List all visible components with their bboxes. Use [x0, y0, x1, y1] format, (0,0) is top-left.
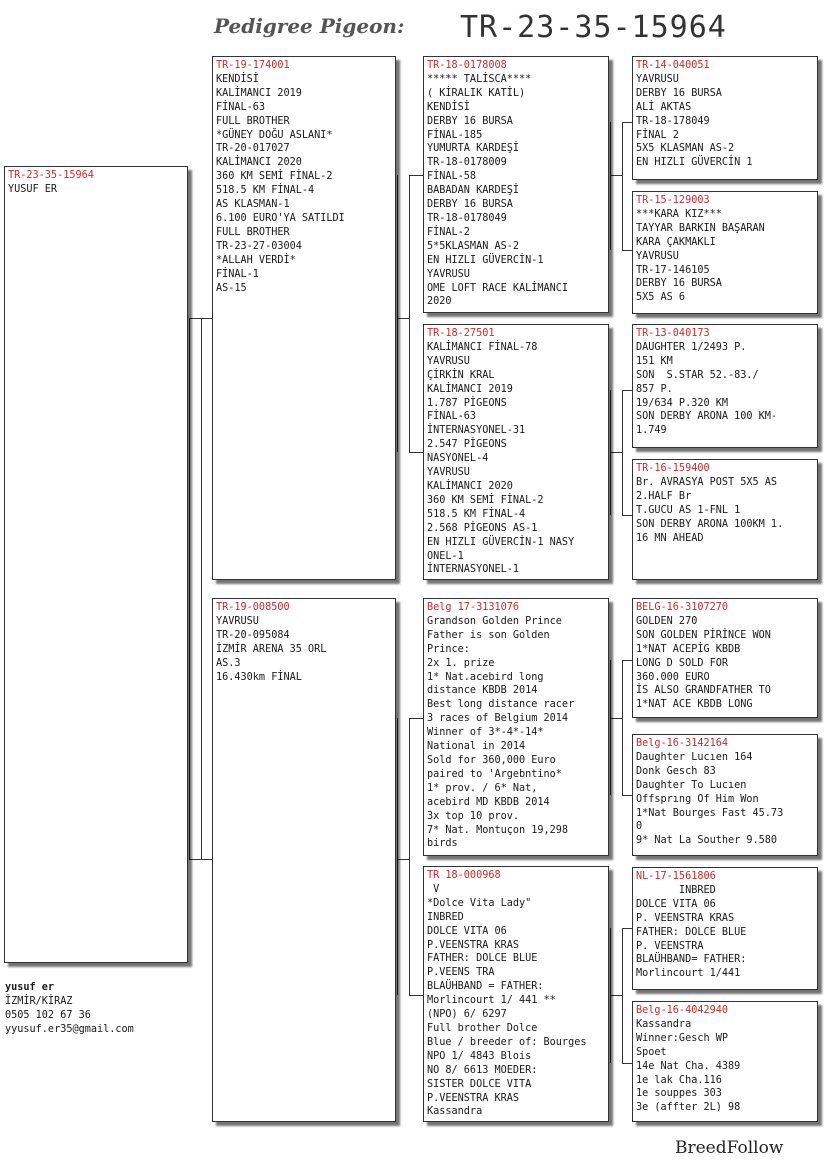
note-line: 518.5 KM FİNAL-4	[427, 508, 526, 520]
note-line: SON S.STAR 52.-83./	[636, 369, 759, 381]
note-line: 6.100 EURO'YA SATILDI	[216, 212, 345, 224]
note-line: Kassandra	[636, 1018, 692, 1030]
note-line: 5X5 AS 6	[636, 292, 686, 304]
note-line: 2x 1. prize	[427, 657, 495, 669]
note-line: 1*Nat Bourges Fast 45.73	[636, 807, 784, 819]
note-line: FULL BROTHER	[216, 115, 290, 127]
note-line: Spoet	[636, 1046, 667, 1058]
note-line: NASYONEL-4	[427, 453, 489, 465]
note-line: YAVRUSU	[636, 250, 679, 262]
note-line: AS-15	[216, 282, 247, 294]
note-line: 1e lak Cha.116	[636, 1074, 722, 1086]
note-line: FİNAL 2	[636, 129, 679, 141]
note-line: SISTER DOLCE VITA	[427, 1078, 532, 1090]
note-line: 360 KM SEMİ FİNAL-2	[216, 171, 333, 183]
note-line: 151 KM	[636, 355, 673, 367]
dam-card[interactable]	[212, 598, 396, 1122]
pigeon-notes	[636, 73, 814, 170]
note-line: TAYYAR BARKIN BAŞARAN	[636, 222, 765, 234]
note-line: YUSUF ER	[8, 183, 58, 195]
note-line: *Dolce Vita Lady"	[427, 897, 532, 909]
note-line: Morlincourt 1/441	[636, 968, 741, 980]
note-line: GOLDEN 270	[636, 615, 698, 627]
ring-number: BELG-16-3107270	[636, 602, 729, 613]
note-line: 360 KM SEMİ FİNAL-2	[427, 494, 544, 506]
connector	[409, 718, 423, 719]
pigeon-notes	[216, 615, 392, 685]
pigeon-notes	[636, 615, 814, 712]
pigeon-notes	[427, 73, 605, 309]
pigeon-notes	[636, 751, 814, 848]
connector	[610, 175, 622, 176]
note-line: AS KLASMAN-1	[216, 199, 290, 211]
note-line: DERBY 16 BURSA	[427, 115, 513, 127]
note-line: BABADAN KARDEŞİ	[427, 185, 520, 197]
note-line: OME LOFT RACE KALİMANCI	[427, 282, 569, 294]
pigeon-notes	[427, 341, 605, 577]
breeder-email[interactable]: yyusuf.er35@gmail.com	[5, 1023, 134, 1035]
note-line: ( KİRALIK KATİL)	[427, 87, 526, 99]
note-line: DAUGHTER 1/2493 P.	[636, 341, 747, 353]
connector	[622, 660, 623, 795]
note-line: Grandson Golden Prince	[427, 615, 562, 627]
note-line: BLAÜHBAND = FATHER:	[427, 981, 544, 993]
note-line: 1* prov. / 6* Nat,	[427, 782, 538, 794]
ring-number: Belg 17-3131076	[427, 602, 520, 613]
note-line: DERBY 16 BURSA	[636, 278, 722, 290]
connector	[622, 122, 632, 123]
note-line: İNTERNASYONEL-1	[427, 564, 520, 576]
note-line: BLAÜHBAND= FATHER:	[636, 954, 747, 966]
note-line: Daughter To Lucıen	[636, 779, 747, 791]
note-line: P. VEENSTRA	[636, 940, 704, 952]
note-line: ***KARA KIZ***	[636, 208, 722, 220]
connector	[610, 660, 611, 795]
connector	[622, 795, 632, 796]
note-line: FİNAL-58	[427, 171, 477, 183]
note-line: 2.HALF Br	[636, 490, 692, 502]
connector	[397, 718, 398, 995]
connector	[201, 318, 202, 859]
dam-sire-sire-card[interactable]	[632, 598, 818, 718]
connector	[610, 718, 622, 719]
pigeon-notes	[636, 341, 814, 438]
note-line: Best long distance racer	[427, 699, 575, 711]
note-line: YAVRUSU	[427, 467, 470, 479]
ring-number: TR-19-174001	[216, 60, 290, 71]
subject-card[interactable]	[4, 166, 188, 963]
note-line: TR-17-146105	[636, 264, 710, 276]
breeder-city: İZMİR/KİRAZ	[5, 995, 73, 1007]
ring-number: NL-17-1561806	[636, 871, 716, 882]
note-line: DERBY 16 BURSA	[427, 199, 513, 211]
note-line: 14e Nat Cha. 4389	[636, 1060, 741, 1072]
note-line: DOLCE VITA 06	[636, 898, 716, 910]
note-line: 2.568 PİGEONS AS-1	[427, 522, 538, 534]
connector	[622, 660, 632, 661]
ring-number: Belg-16-4042940	[636, 1005, 729, 1016]
note-line: FİNAL-2	[427, 226, 470, 238]
note-line: Offsprıng Of Him Won	[636, 793, 759, 805]
note-line: FATHER: DOLCE BLUE	[427, 953, 538, 965]
note-line: FİNAL-63	[216, 101, 266, 113]
connector	[622, 390, 623, 515]
connector	[622, 515, 632, 516]
note-line: SON GOLDEN PİRİNCE WON	[636, 629, 771, 641]
note-line: SON DERBY ARONA 100 KM-	[636, 411, 778, 423]
note-line: 518.5 KM FİNAL-4	[216, 185, 315, 197]
ring-number: TR-18-27501	[427, 328, 495, 339]
connector	[397, 318, 409, 319]
note-line: 1.749	[636, 425, 667, 437]
sire-dam-sire-card[interactable]	[632, 324, 818, 448]
note-line: FİNAL-185	[427, 129, 483, 141]
note-line: V	[427, 883, 440, 895]
note-line: KALİMANCI 2020	[427, 480, 513, 492]
connector	[409, 995, 423, 996]
note-line: TR-18-0178049	[427, 212, 507, 224]
connector	[622, 928, 623, 1063]
note-line: LONG D SOLD FOR	[636, 657, 729, 669]
pigeon-notes	[636, 476, 814, 546]
ring-number: TR-13-040173	[636, 328, 710, 339]
note-line: Br. AVRASYA POST 5X5 AS	[636, 476, 778, 488]
note-line: 16.430km FİNAL	[216, 671, 302, 683]
note-line: EN HIZLI GÜVERCİN-1	[427, 254, 544, 266]
note-line: YAVRUSU	[427, 355, 470, 367]
note-line: İZMİR ARENA 35 ORL	[216, 643, 327, 655]
connector	[189, 318, 201, 319]
page-title-ring-number: TR-23-35-15964	[460, 10, 727, 45]
note-line: TR-18-178049	[636, 115, 710, 127]
note-line: 1e souppes 303	[636, 1088, 722, 1100]
note-line: KALİMANCI 2020	[216, 157, 302, 169]
note-line: DERBY 16 BURSA	[636, 87, 722, 99]
note-line: KENDİSİ	[216, 73, 259, 85]
note-line: AS.3	[216, 657, 241, 669]
note-line: *ALLAH VERDİ*	[216, 254, 296, 266]
footer-brand: BreedFollow	[675, 1138, 784, 1158]
note-line: birds	[427, 838, 458, 850]
note-line: YUMURTA KARDEŞİ	[427, 143, 520, 155]
note-line: 19/634 P.320 KM	[636, 397, 729, 409]
sire-sire-sire-card[interactable]	[632, 56, 818, 180]
note-line: 857 P.	[636, 383, 673, 395]
note-line: ÇİRKİN KRAL	[427, 369, 495, 381]
note-line: YAVRUSU	[636, 73, 679, 85]
note-line: 5X5 KLASMAN AS-2	[636, 143, 735, 155]
pigeon-notes	[636, 884, 814, 981]
sire-sire-dam-card[interactable]	[632, 191, 818, 314]
note-line: P.VEENS TRA	[427, 967, 495, 979]
note-line: Morlincourt 1/ 441 **	[427, 995, 556, 1007]
breeder-name: yusuf er	[5, 982, 55, 993]
note-line: Donk Gesch 83	[636, 765, 716, 777]
note-line: Daughter Lucıen 164	[636, 751, 753, 763]
connector	[409, 452, 423, 453]
note-line: KALİMANCI 2019	[427, 383, 513, 395]
note-line: Full brother Dolce	[427, 1022, 538, 1034]
note-line: NO 8/ 6613 MOEDER:	[427, 1064, 538, 1076]
note-line: 1* Nat.acebird long	[427, 671, 544, 683]
connector	[189, 859, 201, 860]
connector	[409, 175, 410, 452]
note-line: INBRED	[636, 884, 716, 896]
note-line: Blue / breeder of: Bourges	[427, 1036, 587, 1048]
note-line: SON DERBY ARONA 100KM 1.	[636, 518, 784, 530]
ring-number: TR-18-0178008	[427, 60, 507, 71]
note-line: 5*5KLASMAN AS-2	[427, 240, 520, 252]
pigeon-notes	[216, 73, 392, 296]
note-line: 1.787 PİGEONS	[427, 397, 507, 409]
note-line: YAVRUSU	[427, 268, 470, 280]
note-line: 7* Nat. Montuçon 19,298	[427, 824, 569, 836]
connector	[610, 452, 622, 453]
note-line: TR-20-017027	[216, 143, 290, 155]
note-line: Kassandra	[427, 1106, 483, 1118]
note-line: ALİ AKTAS	[636, 101, 692, 113]
note-line: Winner of 3*-4*-14*	[427, 727, 544, 739]
connector	[622, 390, 632, 391]
note-line: INBRED	[427, 911, 464, 923]
page-label: Pedigree Pigeon:	[214, 14, 405, 38]
connector	[189, 318, 190, 859]
connector	[397, 859, 409, 860]
ring-number: TR 18-000968	[427, 870, 501, 881]
connector	[397, 175, 398, 452]
note-line: NPO 1/ 4843 Blois	[427, 1050, 532, 1062]
dam-dam-sire-card[interactable]	[632, 867, 818, 990]
note-line: 0	[636, 821, 643, 833]
ring-number: Belg-16-3142164	[636, 738, 729, 749]
note-line: ***** TALİSCA****	[427, 73, 532, 85]
note-line: 360.000 EURO	[636, 671, 710, 683]
note-line: EN HIZLI GÜVERCİN-1 NASY	[427, 536, 575, 548]
connector	[409, 718, 410, 995]
sire-dam-dam-card[interactable]	[632, 459, 818, 580]
note-line: acebird MD KBDB 2014	[427, 796, 550, 808]
pigeon-notes	[636, 1018, 814, 1115]
pigeon-notes	[636, 208, 814, 305]
note-line: 2.547 PİGEONS	[427, 439, 507, 451]
dam-dam-dam-card[interactable]	[632, 1001, 818, 1122]
breeder-phone[interactable]: 0505 102 67 36	[5, 1009, 91, 1021]
connector	[409, 175, 423, 176]
note-line: TR-23-27-03004	[216, 240, 302, 252]
ring-number: TR-23-35-15964	[8, 170, 94, 181]
note-line: FATHER: DOLCE BLUE	[636, 926, 747, 938]
note-line: Prince:	[427, 643, 470, 655]
note-line: KARA ÇAKMAKLI	[636, 236, 716, 248]
note-line: FULL BROTHER	[216, 226, 290, 238]
note-line: TR-20-095084	[216, 629, 290, 641]
connector	[622, 1063, 632, 1064]
note-line: P.VEENSTRA KRAS	[427, 939, 520, 951]
note-line: 3e (affter 2L) 98	[636, 1102, 741, 1114]
note-line: 3x top 10 prov.	[427, 810, 520, 822]
sire-sire-card[interactable]	[423, 56, 609, 313]
note-line: İS ALSO GRANDFATHER TO	[636, 685, 771, 697]
note-line: 2020	[427, 296, 452, 308]
note-line: FİNAL-63	[427, 411, 477, 423]
sire-card[interactable]	[212, 56, 396, 580]
ring-number: TR-19-008500	[216, 602, 290, 613]
note-line: KALİMANCI 2019	[216, 87, 302, 99]
note-line: (NPO) 6/ 6297	[427, 1009, 507, 1021]
ring-number: TR-14-040051	[636, 60, 710, 71]
note-line: 3 races of Belgium 2014	[427, 713, 569, 725]
dam-dam-card[interactable]	[423, 866, 609, 1122]
note-line: Sold for 360,000 Euro	[427, 754, 556, 766]
connector	[622, 250, 632, 251]
note-line: Winner:Gesch WP	[636, 1032, 729, 1044]
pigeon-notes	[427, 883, 605, 1119]
note-line: ONEL-1	[427, 550, 464, 562]
connector	[622, 928, 632, 929]
note-line: KALİMANCI FİNAL-78	[427, 341, 538, 353]
note-line: P.VEENSTRA KRAS	[427, 1092, 520, 1104]
connector	[610, 995, 622, 996]
note-line: KENDİSİ	[427, 101, 470, 113]
note-line: 1*NAT ACEPİG KBDB	[636, 643, 741, 655]
note-line: İNTERNASYONEL-31	[427, 425, 526, 437]
note-line: 9* Nat La Souther 9.580	[636, 835, 778, 847]
ring-number: TR-15-129003	[636, 195, 710, 206]
dam-sire-dam-card[interactable]	[632, 734, 818, 856]
note-line: 16 MN AHEAD	[636, 532, 704, 544]
note-line: FİNAL-1	[216, 268, 259, 280]
note-line: paired to 'Argebntino*	[427, 768, 562, 780]
note-line: P. VEENSTRA KRAS	[636, 912, 735, 924]
ring-number: TR-16-159400	[636, 463, 710, 474]
note-line: 1*NAT ACE KBDB LONG	[636, 699, 753, 711]
sire-dam-card[interactable]	[423, 324, 609, 580]
dam-sire-card[interactable]	[423, 598, 609, 856]
pigeon-notes	[8, 183, 184, 197]
note-line: TR-18-0178009	[427, 157, 507, 169]
note-line: EN HIZLI GÜVERCİN 1	[636, 157, 753, 169]
breeder-info	[5, 981, 134, 1037]
connector	[622, 122, 623, 250]
connector	[610, 122, 611, 250]
note-line: DOLCE VITA 06	[427, 925, 507, 937]
pigeon-notes	[427, 615, 605, 851]
note-line: *GÜNEY DOĞU ASLANI*	[216, 129, 333, 141]
note-line: T.GUCU AS 1-FNL 1	[636, 504, 741, 516]
note-line: National in 2014	[427, 741, 526, 753]
note-line: YAVRUSU	[216, 615, 259, 627]
note-line: distance KBDB 2014	[427, 685, 538, 697]
note-line: Father is son Golden	[427, 629, 550, 641]
